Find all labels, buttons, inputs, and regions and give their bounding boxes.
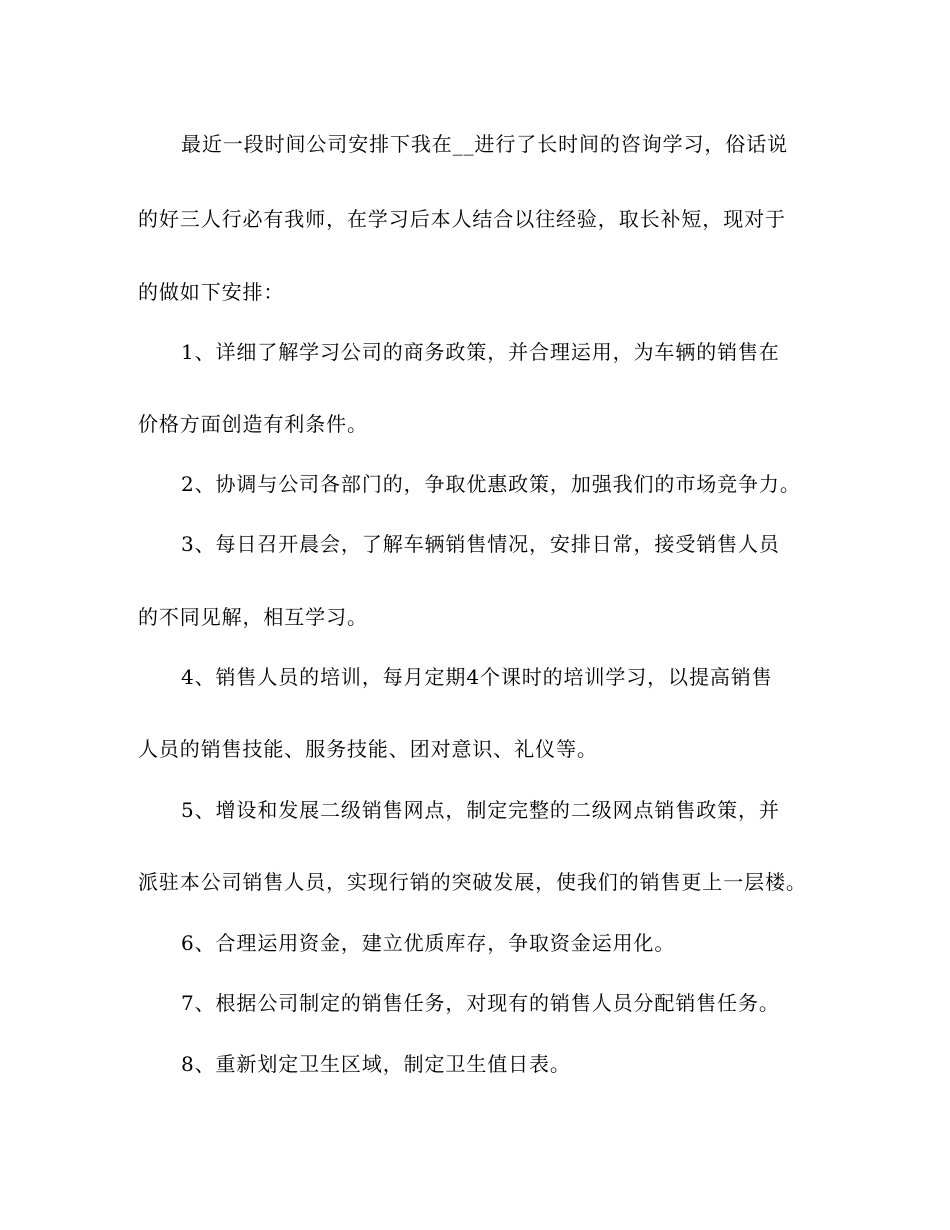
list-item-line: 1、详细了解学习公司的商务政策，并合理运用，为车辆的销售在 (181, 340, 780, 364)
list-item-line: 5、增设和发展二级销售网点，制定完整的二级网点销售政策，并 (181, 798, 780, 822)
list-item-line: 8、重新划定卫生区域，制定卫生值日表。 (181, 1052, 571, 1076)
list-item-line: 价格方面创造有利条件。 (138, 412, 368, 436)
list-item-line: 3、每日召开晨会，了解车辆销售情况，安排日常，接受销售人员 (181, 532, 780, 556)
list-item-line: 7、根据公司制定的销售任务，对现有的销售人员分配销售任务。 (181, 991, 780, 1015)
list-item-line: 6、合理运用资金，建立优质库存，争取资金运用化。 (181, 931, 676, 955)
list-item-line: 派驻本公司销售人员，实现行销的突破发展，使我们的销售更上一层楼。 (138, 870, 807, 894)
paragraph-line: 的好三人行必有我师，在学习后本人结合以往经验，取长补短，现对于 (138, 207, 786, 231)
paragraph-line: 最近一段时间公司安排下我在__进行了长时间的咨询学习，俗话说 (181, 132, 788, 156)
list-item-line: 4、销售人员的培训，每月定期4个课时的培训学习，以提高销售 (181, 665, 773, 689)
list-item-line: 人员的销售技能、服务技能、团对意识、礼仪等。 (138, 737, 598, 761)
paragraph-line: 的做如下安排： (138, 280, 285, 304)
list-item-line: 2、协调与公司各部门的，争取优惠政策，加强我们的市场竞争力。 (181, 472, 801, 496)
list-item-line: 的不同见解，相互学习。 (138, 605, 368, 629)
